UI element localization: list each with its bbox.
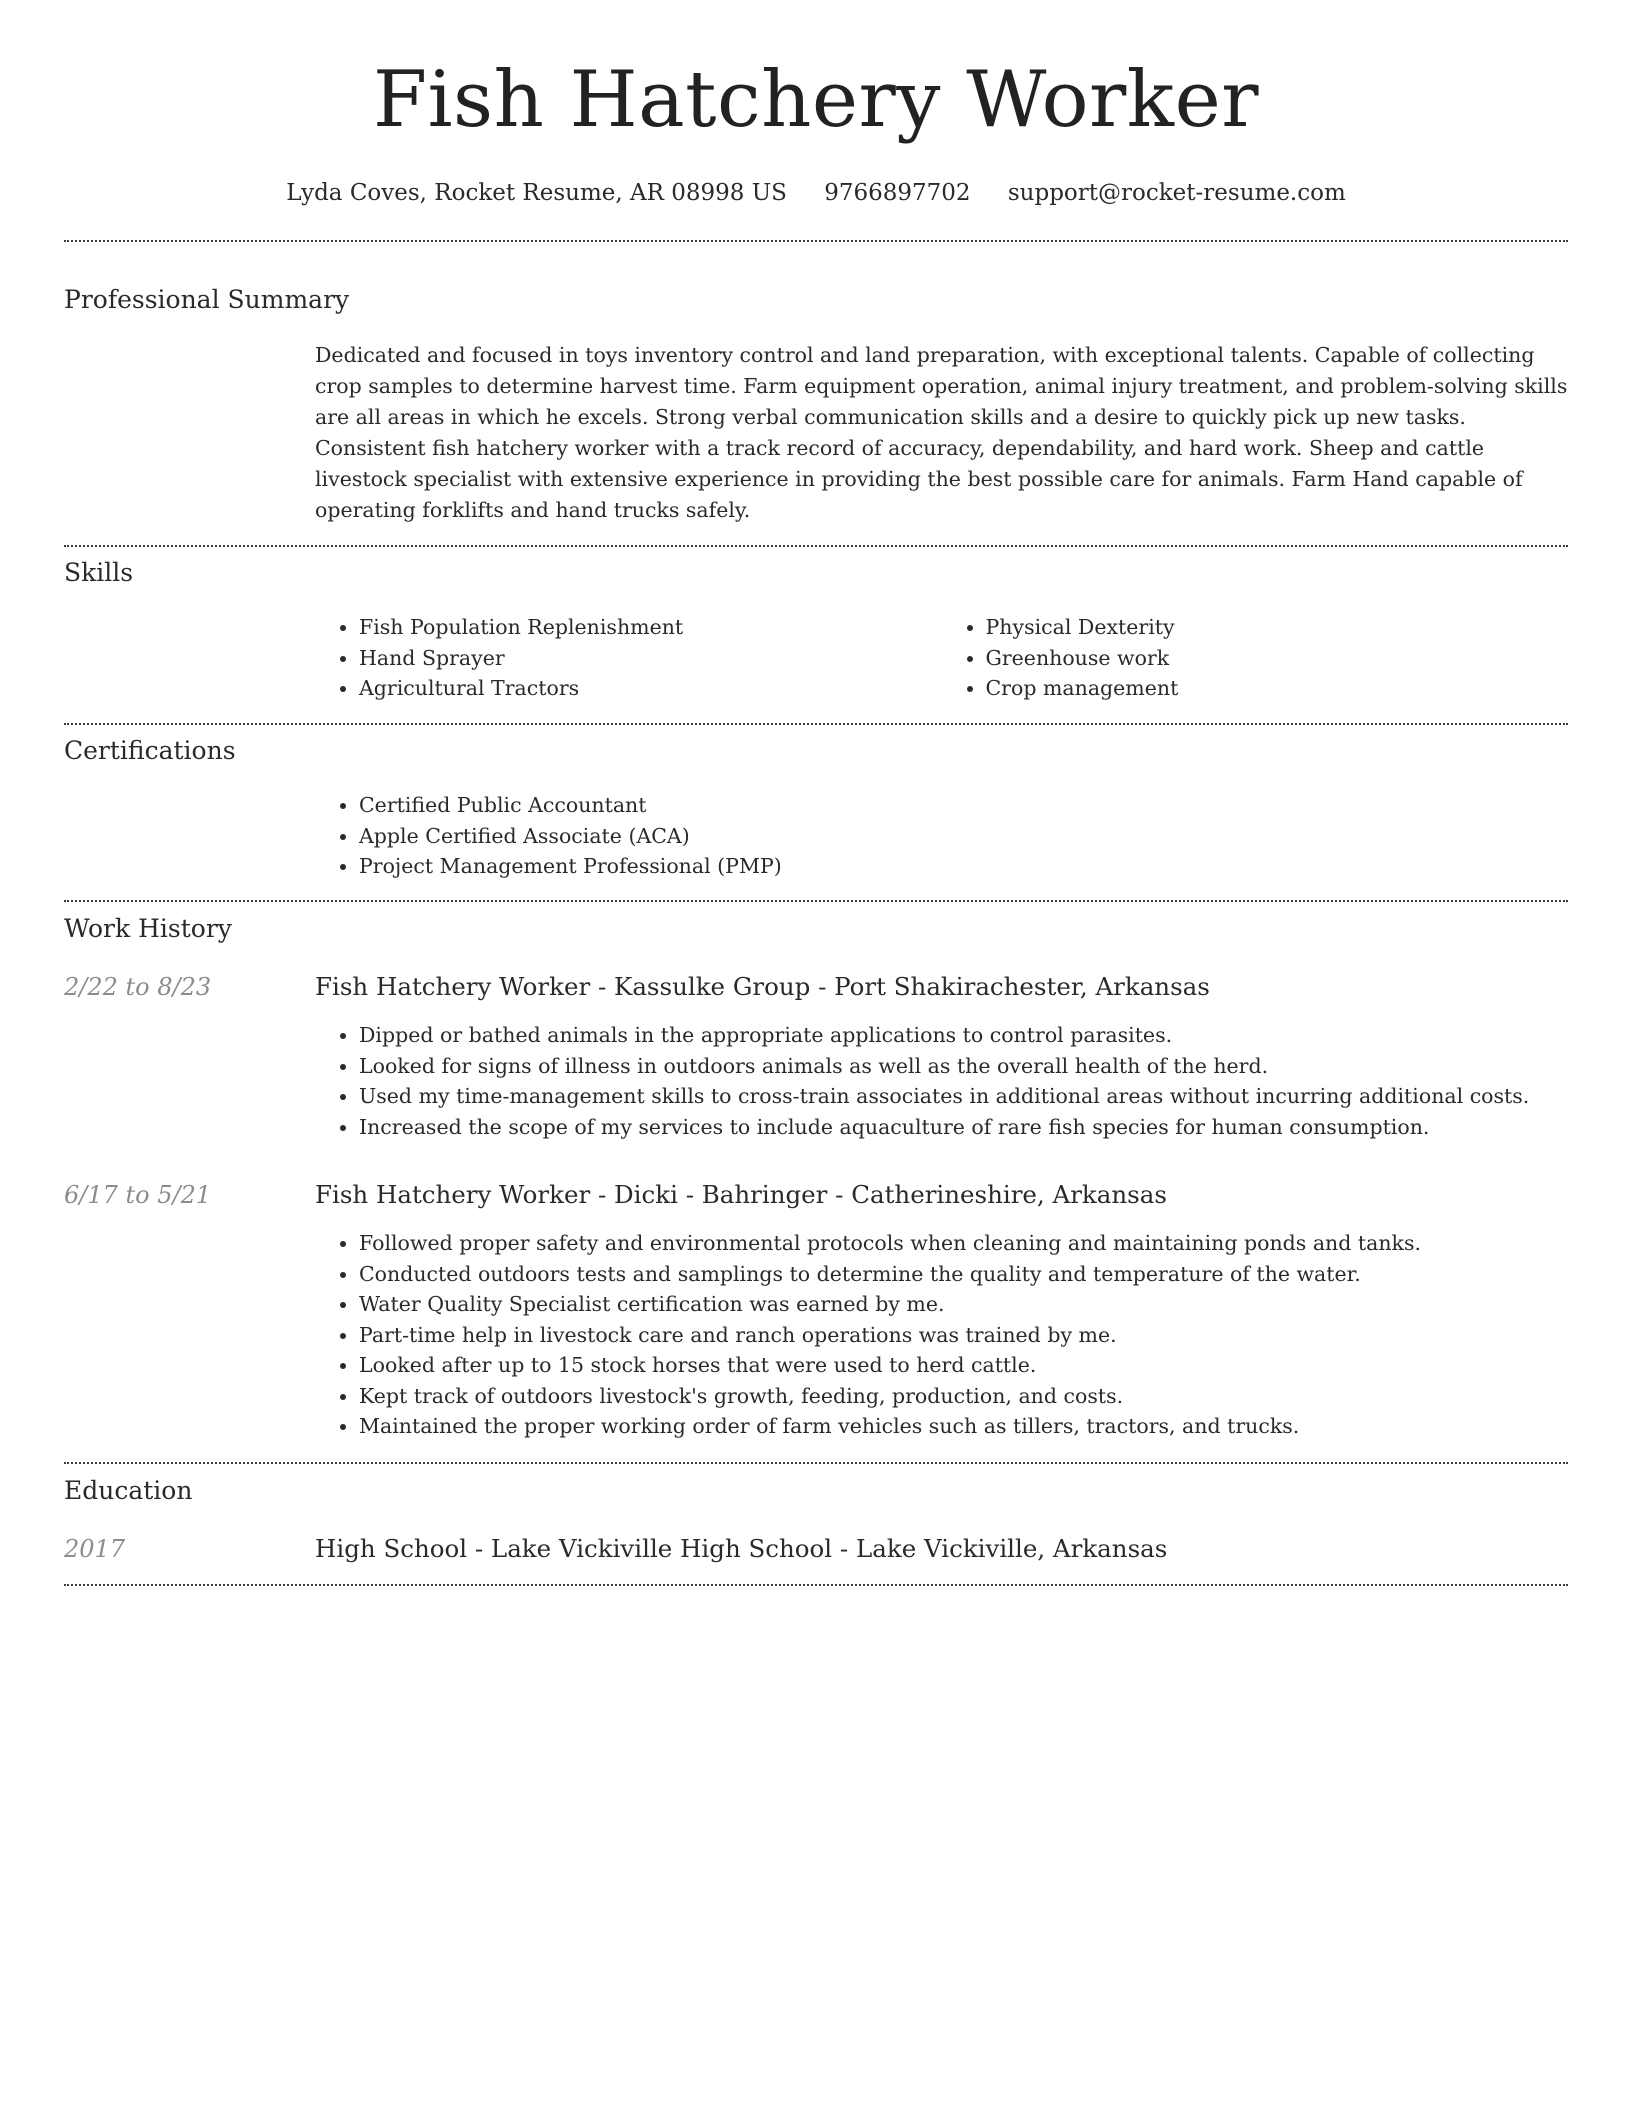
certification-item: • Apple Certified Associate (ACA) — [359, 821, 1568, 852]
section-divider — [64, 723, 1568, 725]
job-duties-list — [315, 1228, 1568, 1442]
job-duty-item: • Kept track of outdoors livestock's growth, feeding, production, and costs. — [359, 1381, 1568, 1412]
job-dates: 2/22 to 8/23 — [64, 973, 212, 1001]
job-duty-item: • Used my time-management skills to cross-train associates in additional areas without incurring additional costs. — [359, 1081, 1568, 1112]
skills-grid — [315, 612, 1568, 704]
section-divider — [64, 545, 1568, 547]
contact-line — [0, 178, 1632, 208]
job-duty-item: • Part-time help in livestock care and ranch operations was trained by me. — [359, 1320, 1568, 1351]
work-history-heading: Work History — [64, 914, 232, 943]
job-duty-item: • Looked after up to 15 stock horses that were used to herd cattle. — [359, 1350, 1568, 1381]
contact-email: support@rocket-resume.com — [1007, 180, 1346, 206]
summary-text: Dedicated and focused in toys inventory control and land preparation, with exceptional talents. Capable of collecting crop samples to determine harvest time. Farm equipment operation, animal injury treatment, and problem-solving skills are all areas in which he excels. Strong verbal communication skills and a desire to quickly pick up new tasks. Consistent fish hatchery worker with a track record of accuracy, dependability, and hard work. Sheep and cattle livestock specialist with extensive experience in providing the best possible care for animals. Farm Hand capable of operating forklifts and hand trucks safely. — [315, 343, 1568, 522]
skills-column-1 — [315, 612, 942, 704]
job-duties-list — [315, 1020, 1568, 1142]
certification-item: • Certified Public Accountant — [359, 790, 1568, 821]
contact-address: Lyda Coves, Rocket Resume, AR 08998 US — [286, 180, 787, 206]
job-dates: 6/17 to 5/21 — [64, 1181, 212, 1209]
skills-block — [315, 612, 1568, 704]
certifications-list — [315, 790, 1568, 882]
skill-item: • Greenhouse work — [986, 643, 1569, 674]
job-duties-block — [315, 1228, 1568, 1442]
section-divider — [64, 1462, 1568, 1464]
job-duty-item: • Looked for signs of illness in outdoors animals as well as the overall health of the herd. — [359, 1051, 1568, 1082]
job-duty-item: • Water Quality Specialist certification was earned by me. — [359, 1289, 1568, 1320]
resume-header — [0, 0, 1632, 208]
skill-item: • Physical Dexterity — [986, 612, 1569, 643]
education-year: 2017 — [64, 1535, 126, 1563]
job-duty-item: • Maintained the proper working order of farm vehicles such as tillers, tractors, and trucks. — [359, 1411, 1568, 1442]
contact-phone: 9766897702 — [824, 180, 971, 206]
skill-item: • Agricultural Tractors — [359, 673, 942, 704]
section-divider — [64, 900, 1568, 902]
skill-item: • Hand Sprayer — [359, 643, 942, 674]
job-duty-item: • Increased the scope of my services to include aquaculture of rare fish species for human consumption. — [359, 1112, 1568, 1143]
education-heading: Education — [64, 1476, 193, 1505]
section-divider — [64, 1584, 1568, 1586]
certification-item: • Project Management Professional (PMP) — [359, 851, 1568, 882]
certifications-heading: Certifications — [64, 736, 236, 765]
job-duty-item: • Followed proper safety and environmental protocols when cleaning and maintaining ponds and tanks. — [359, 1228, 1568, 1259]
skills-column-2 — [942, 612, 1569, 704]
certifications-block — [315, 790, 1568, 882]
skills-heading: Skills — [64, 558, 134, 587]
summary-heading: Professional Summary — [64, 285, 350, 314]
education-heading-line: High School - Lake Vickiville High School - Lake Vickiville, Arkansas — [315, 1534, 1168, 1563]
job-heading: Fish Hatchery Worker - Kassulke Group - Port Shakirachester, Arkansas — [315, 972, 1210, 1001]
job-heading: Fish Hatchery Worker - Dicki - Bahringer - Catherineshire, Arkansas — [315, 1180, 1167, 1209]
summary-block — [315, 340, 1568, 526]
candidate-name: Fish Hatchery Worker — [372, 55, 1260, 145]
job-duty-item: • Dipped or bathed animals in the appropriate applications to control parasites. — [359, 1020, 1568, 1051]
section-divider — [64, 240, 1568, 242]
job-duties-block — [315, 1020, 1568, 1142]
skill-item: • Fish Population Replenishment — [359, 612, 942, 643]
skill-item: • Crop management — [986, 673, 1569, 704]
job-duty-item: • Conducted outdoors tests and samplings to determine the quality and temperature of the water. — [359, 1259, 1568, 1290]
